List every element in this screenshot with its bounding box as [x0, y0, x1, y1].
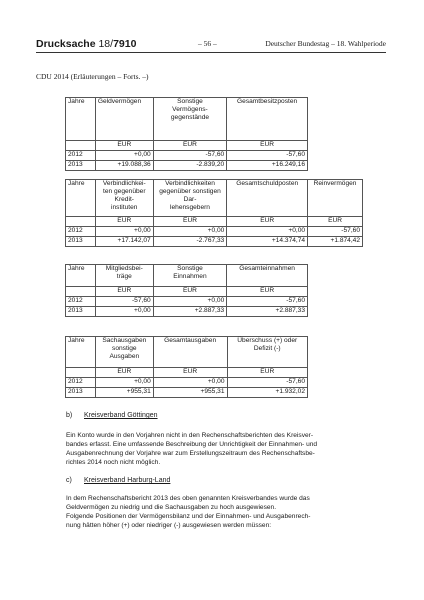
column-header: Sonstige Einnahmen — [153, 265, 227, 287]
column-header: Jahre — [66, 265, 96, 287]
table-row: 2013 +955,31 +955,31 +1.932,02 — [66, 388, 308, 398]
column-header: Geldvermögen — [95, 98, 153, 141]
unit-cell: EUR — [153, 217, 227, 227]
column-header: Überschuss (+) oder Defizit (-) — [227, 337, 307, 368]
unit-cell: EUR — [227, 141, 308, 151]
unit-cell: EUR — [95, 368, 153, 378]
page-number: – 56 – — [198, 39, 217, 48]
section-c-text: In dem Rechenschaftsbericht 2013 des oben genannten Kreisverbandes wurde das Geldvermögen zu niedrig und die Sachausgaben zu hoch ausgewiesen. Folgende Positionen der Vermögensbilanz und der Einnahmen- und Ausgabenrech- nung hätten höher (+) oder niedriger (-) ausgewiesen werden müssen: — [66, 495, 311, 529]
header-rule — [36, 52, 386, 53]
unit-cell: EUR — [95, 217, 153, 227]
table-row: 2013 +0,00 +2.887,33 +2.887,33 — [66, 307, 308, 317]
table-row: 2012 +0,00 +0,00 +0,00 -57,60 — [66, 227, 363, 237]
table-assets — [65, 97, 308, 171]
column-header: Reinvermögen — [308, 180, 363, 217]
unit-cell: EUR — [95, 141, 153, 151]
unit-cell — [66, 368, 96, 378]
unit-cell: EUR — [153, 141, 227, 151]
section-heading-b: b) Kreisverband Göttingen — [66, 412, 158, 419]
section-b-text: Ein Konto wurde in den Vorjahren nicht in den Rechenschaftsberichten des Kreisver- bandes erfasst. Eine umfassende Beschreibung der Unrichtigkeit der Einnahmen- und Ausgabenrechnung der Vorjahre war zum Erstellungszeitraum des Rechenschaftsbe- richtes 2014 noch nicht möglich. — [66, 432, 318, 466]
unit-cell: EUR — [227, 217, 308, 227]
table-row: 2013 +17.142,07 -2.767,33 +14.374,74 +1.874,42 — [66, 237, 363, 247]
unit-cell: EUR — [308, 217, 363, 227]
table-row: 2012 +0,00 -57,60 -57,60 — [66, 151, 308, 161]
unit-cell: EUR — [153, 368, 227, 378]
column-header: Gesamtschuldposten — [227, 180, 308, 217]
section-subtitle: CDU 2014 (Erläuterungen – Forts. –) — [36, 72, 149, 81]
table-row: 2012 -57,60 +0,00 -57,60 — [66, 297, 308, 307]
column-header: Sonstige Vermögens- gegenstände — [153, 98, 227, 141]
column-header: Gesamtausgaben — [153, 337, 227, 368]
document-number: Drucksache 18/7910 — [36, 38, 137, 50]
unit-cell — [66, 217, 96, 227]
column-header: Jahre — [66, 180, 96, 217]
column-header: Jahre — [66, 337, 96, 368]
unit-cell — [66, 141, 96, 151]
unit-cell: EUR — [227, 287, 308, 297]
table-expenses — [65, 336, 308, 398]
column-header: Gesamtbesitzposten — [227, 98, 308, 141]
column-header: Verbindlichkeiten gegenüber sonstigen Dar- lehensgebern — [153, 180, 227, 217]
unit-cell: EUR — [153, 287, 227, 297]
column-header: Verbindlichkei- ten gegenüber Kredit- instituten — [95, 180, 153, 217]
section-heading-c: c) Kreisverband Harburg-Land — [66, 477, 171, 484]
table-row: 2013 +19.088,36 -2.839,20 +16.249,16 — [66, 161, 308, 171]
column-header: Mitgliedsbei- träge — [95, 265, 153, 287]
column-header: Sachausgaben sonstige Ausgaben — [95, 337, 153, 368]
page-header — [36, 38, 386, 50]
table-row: 2012 +0,00 +0,00 -57,60 — [66, 378, 308, 388]
column-header: Gesamteinnahmen — [227, 265, 308, 287]
column-header: Jahre — [66, 98, 96, 141]
parliament-name: Deutscher Bundestag – 18. Wahlperiode — [265, 39, 386, 48]
unit-cell: EUR — [95, 287, 153, 297]
unit-cell — [66, 287, 96, 297]
table-revenue — [65, 264, 308, 317]
table-liabilities — [65, 179, 363, 247]
unit-cell: EUR — [227, 368, 307, 378]
